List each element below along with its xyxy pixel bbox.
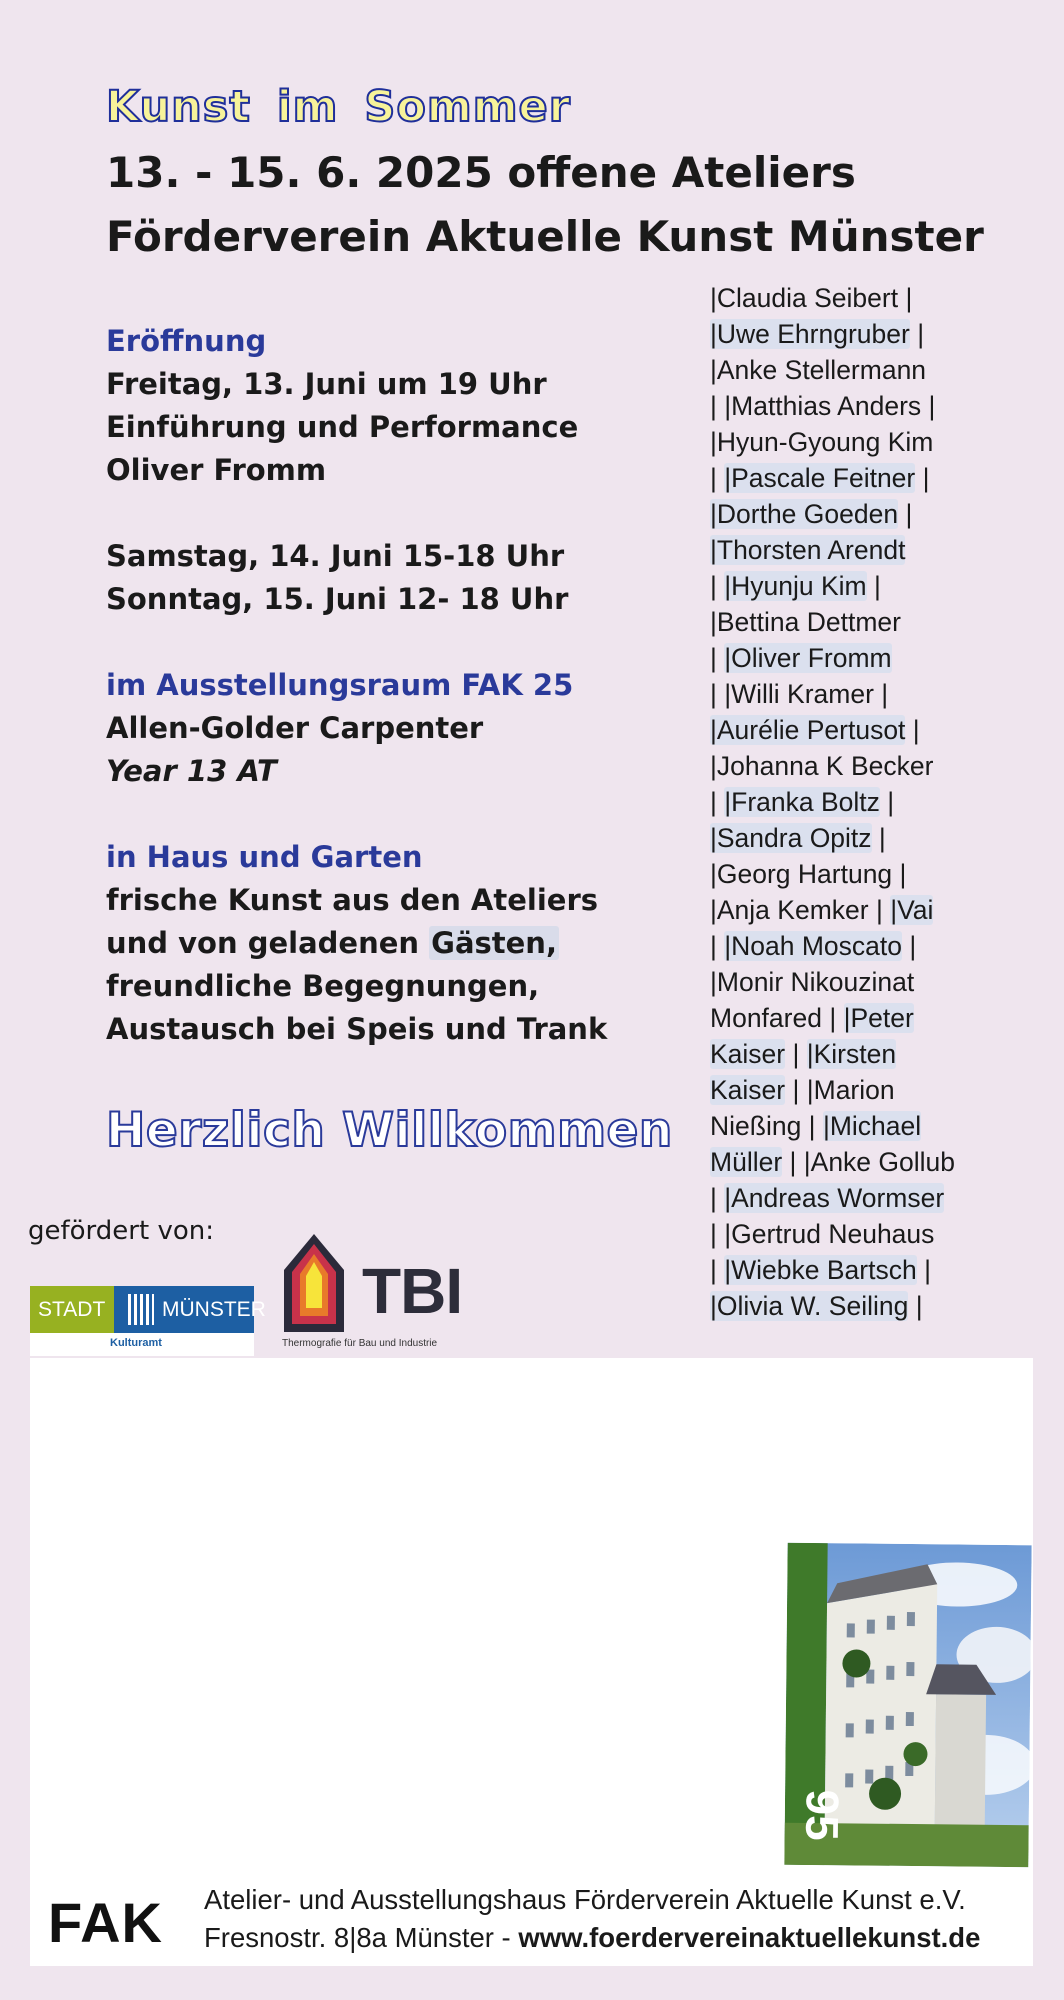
artist-name: |Anke Stellermann [710,355,927,385]
footer-street: Fresnostr. 8|8a Münster - [204,1922,519,1953]
stadt-logo-left: STADT [38,1297,106,1321]
artist-name: Kaiser [710,1039,786,1069]
artist-line [710,784,1010,820]
artist-line [710,388,1010,424]
footer-website-link[interactable]: www.foerdervereinaktuellekunst.de [518,1922,981,1953]
artist-line [710,1072,1010,1108]
hours-saturday: Samstag, 14. Juni 15-18 Uhr [106,539,565,573]
artist-name: | |Gertrud Neuhaus [710,1219,935,1249]
artist-line [710,964,1010,1000]
artist-name: |Georg Hartung | [710,859,907,889]
artist-line [710,1180,1010,1216]
artist-name: |Claudia Seibert | [710,283,913,313]
artist-name: |Wiebke Bartsch [724,1255,917,1285]
artist-line-prefix: Monfared | [710,1003,844,1033]
garden-line-2-text: und von geladenen [106,926,430,960]
artist-line [710,1288,1010,1324]
artist-line [710,460,1010,496]
artist-line-prefix: | [710,787,725,817]
artist-line-prefix: | [710,571,725,601]
artist-line-prefix: | [710,463,725,493]
artist-line [710,604,1010,640]
artist-line-suffix: | |Marion [785,1075,895,1105]
footer-org-name: Atelier- und Ausstellungshaus Förderverein Aktuelle Kunst e.V. [204,1884,966,1915]
artist-name: |Hyunju Kim [724,571,867,601]
artist-line-suffix: | [909,319,925,349]
artist-line [710,640,1010,676]
artist-name: |Vai [890,895,934,925]
fak-logo: FAK [48,1891,163,1954]
exhibition-artist: Allen-Golder Carpenter [106,711,484,745]
artist-line-suffix: | [908,1291,923,1321]
artist-line [710,532,1010,568]
artist-name: |Pascale Feitner [724,463,916,493]
opening-performer: Oliver Fromm [106,453,327,487]
artist-line [710,352,1010,388]
artist-line-suffix: | [785,1039,807,1069]
artist-name: | |Matthias Anders | [710,391,936,421]
artist-line-suffix: | [916,1255,931,1285]
artist-name: |Sandra Opitz [710,823,872,853]
artist-name: |Bettina Dettmer [710,607,901,637]
tbi-tagline: Thermografie für Bau und Industrie [282,1338,438,1349]
artist-line-suffix: | [871,823,886,853]
exhibition-heading: im Ausstellungsraum FAK 25 [106,668,574,702]
garden-line-1: frische Kunst aus den Ateliers [106,883,599,917]
artist-line [710,496,1010,532]
guests-highlight: Gästen, [431,926,557,960]
artist-name: |Peter [843,1003,914,1033]
artist-name: |Thorsten Arendt [710,535,906,565]
organizer-name: Förderverein Aktuelle Kunst Münster [106,212,984,261]
artist-name: |Dorthe Goeden [710,499,899,529]
event-details [106,320,666,1051]
house-icon [282,1232,346,1334]
exhibition-title: Year 13 AT [106,754,277,788]
artist-line-prefix: Nießing | [710,1111,823,1141]
artist-name: |Franka Boltz [724,787,880,817]
stadt-logo-right: MÜNSTER [162,1298,266,1321]
artist-list [710,280,1010,1324]
city-hall-icon [128,1294,154,1325]
tbi-name: TBI [362,1255,463,1327]
opening-date: Freitag, 13. Juni um 19 Uhr [106,367,547,401]
event-dates: 13. - 15. 6. 2025 offene Ateliers [106,148,856,197]
artist-line [710,820,1010,856]
artist-name: Kaiser [710,1075,786,1105]
artist-line [710,856,1010,892]
artist-line [710,1036,1010,1072]
artist-name: |Johanna K Becker [710,751,934,781]
footer-address [204,1922,980,1954]
artist-line [710,892,1010,928]
artist-line-suffix: | [879,787,895,817]
artist-line-prefix: | [710,643,725,673]
artist-line [710,280,1010,316]
artist-line [710,712,1010,748]
artist-name: | |Willi Kramer | [710,679,889,709]
opening-heading: Eröffnung [106,324,267,358]
artist-name: |Oliver Fromm [724,643,892,673]
artist-name: |Hyun-Gyoung Kim [710,427,934,457]
welcome-banner: Herzlich Willkommen [106,1103,673,1158]
artist-name: |Aurélie Pertusot [710,715,906,745]
artist-line [710,424,1010,460]
building-photo [784,1543,1031,1868]
garden-line-3: freundliche Begegnungen, [106,969,540,1003]
artist-line [710,1000,1010,1036]
artist-line [710,568,1010,604]
event-kicker: Kunst im Sommer [106,82,571,132]
tbi-logo [282,1232,472,1352]
artist-line [710,928,1010,964]
artist-line-suffix: | [905,715,920,745]
artist-line-suffix: | [902,931,917,961]
artist-line-prefix: | [710,931,725,961]
artist-name: |Monir Nikouzinat [710,967,915,997]
house-number: 95 [796,1789,849,1841]
artist-name: |Uwe Ehrngruber [710,319,910,349]
artist-line-prefix: | [710,1183,725,1213]
garden-line-2 [106,922,666,965]
hours-sunday: Sonntag, 15. Juni 12- 18 Uhr [106,582,569,616]
artist-line [710,1252,1010,1288]
artist-line-suffix: | |Anke Gollub [782,1147,956,1177]
artist-name: |Olivia W. Seiling [710,1291,909,1321]
sponsors-label: gefördert von: [28,1216,214,1246]
artist-name: |Michael [822,1111,922,1141]
artist-name: |Andreas Wormser [724,1183,945,1213]
artist-line-prefix: |Anja Kemker | [710,895,891,925]
artist-line-suffix: | [915,463,930,493]
artist-line [710,748,1010,784]
stadt-muenster-logo [30,1286,266,1356]
artist-name: Müller [710,1147,783,1177]
artist-line [710,1216,1010,1252]
artist-line [710,1108,1010,1144]
artist-name: |Noah Moscato [724,931,902,961]
artist-name: |Kirsten [806,1039,897,1069]
garden-line-4: Austausch bei Speis und Trank [106,1012,608,1046]
artist-line-prefix: | [710,1255,725,1285]
artist-line [710,676,1010,712]
garden-heading: in Haus und Garten [106,840,423,874]
artist-line [710,1144,1010,1180]
opening-program: Einführung und Performance [106,410,579,444]
artist-line-suffix: | [866,571,881,601]
artist-line [710,316,1010,352]
artist-line-suffix: | [898,499,913,529]
kulturamt-label: Kulturamt [110,1337,162,1349]
